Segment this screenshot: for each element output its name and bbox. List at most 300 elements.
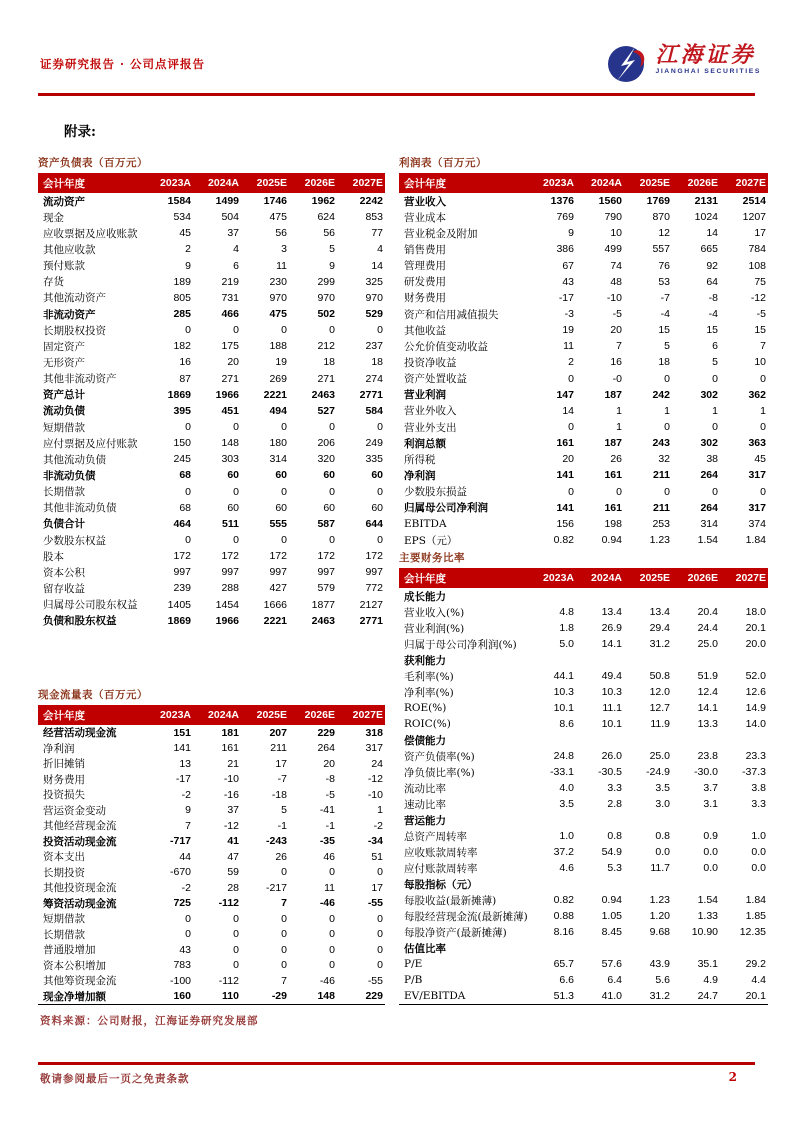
cell-value: 997 [269, 566, 287, 579]
cell-value: 0.0 [655, 846, 670, 858]
table-row [399, 516, 768, 532]
cell-value: 725 [173, 897, 191, 910]
table-row [38, 322, 385, 338]
cell-value: 0 [329, 959, 335, 972]
cell-value: 211 [653, 501, 670, 514]
cell-value: -2 [181, 881, 191, 894]
cell-value: -100 [169, 974, 191, 987]
cell-value: 1869 [167, 388, 191, 401]
table-row [399, 828, 768, 844]
cell-value: -8 [708, 291, 718, 304]
column-header-year: 2024A [208, 177, 239, 189]
table-body [399, 588, 768, 1005]
cell-value: 0 [329, 866, 335, 879]
cell-value: 0.0 [751, 862, 766, 874]
table-row [399, 652, 768, 668]
cell-value: -1 [325, 819, 335, 832]
cell-value: 3.1 [703, 798, 718, 810]
cell-value: 10.1 [553, 702, 574, 714]
cell-value: 7 [281, 974, 287, 987]
cell-value: -16 [223, 788, 239, 801]
column-header-label: 会计年度 [43, 709, 85, 722]
cell-value: 0 [377, 943, 383, 956]
table-row [38, 787, 385, 803]
row-label: 营运能力 [404, 814, 446, 827]
table-row [38, 803, 385, 819]
cell-value: 14.0 [745, 718, 766, 730]
cell-value: 60 [371, 469, 383, 482]
cell-value: 182 [173, 340, 191, 353]
cell-value: 970 [269, 291, 287, 304]
cell-value: 6 [233, 259, 239, 272]
row-label: 营业税金及附加 [404, 227, 478, 240]
cell-value: 20 [562, 453, 574, 466]
table-row [399, 716, 768, 732]
cell-value: 60 [323, 469, 335, 482]
cell-value: 92 [706, 259, 718, 272]
table-row [399, 668, 768, 684]
cell-value: 0 [281, 866, 287, 879]
cell-value: -10 [606, 291, 622, 304]
cell-value: 1869 [167, 614, 191, 627]
cell-value: 2221 [263, 614, 287, 627]
cell-value: 15 [706, 324, 718, 337]
row-label: 每股收益(最新摊薄) [404, 894, 497, 907]
table-row [38, 403, 385, 419]
cell-value: 77 [371, 227, 383, 240]
cell-value: 87 [179, 372, 191, 385]
row-label: 流动负债 [43, 405, 85, 418]
cell-value: 0 [233, 485, 239, 498]
row-label: 应付票据及应付账款 [43, 437, 138, 450]
cell-value: 10 [610, 227, 622, 240]
cell-value: 502 [317, 308, 335, 321]
cell-value: 229 [317, 726, 335, 739]
row-label: 估值比率 [404, 942, 446, 955]
cell-value: 147 [556, 388, 574, 401]
cell-value: 45 [179, 227, 191, 240]
table-row [38, 451, 385, 467]
row-label: 长期借款 [43, 928, 85, 941]
cell-value: 46 [323, 850, 335, 863]
table-row [38, 896, 385, 912]
cell-value: 4.8 [559, 606, 574, 618]
table-row [399, 796, 768, 812]
cell-value: -33.1 [550, 766, 574, 778]
cell-value: 5 [281, 804, 287, 817]
cell-value: 772 [365, 582, 383, 595]
cell-value: 1.84 [745, 894, 766, 906]
cell-value: 997 [365, 566, 383, 579]
cell-value: -10 [223, 773, 239, 786]
cell-value: 35.1 [697, 958, 718, 970]
cell-value: -1 [277, 819, 287, 832]
column-header-year: 2026E [687, 177, 718, 189]
cell-value: 13.4 [601, 606, 622, 618]
cell-value: 12.6 [745, 686, 766, 698]
cell-value: 74 [610, 259, 622, 272]
cell-value: 1.23 [649, 534, 670, 547]
cell-value: 160 [173, 990, 191, 1003]
cell-value: 0 [712, 485, 718, 498]
column-header-year: 2025E [639, 572, 670, 584]
table-row [399, 604, 768, 620]
table-row [399, 988, 768, 1004]
row-label: 其他收益 [404, 324, 446, 337]
cell-value: 10.3 [601, 686, 622, 698]
cell-value: 0 [281, 912, 287, 925]
cell-value: 4.4 [751, 974, 766, 986]
cell-value: -35 [319, 835, 335, 848]
cell-value: 997 [317, 566, 335, 579]
cell-value: 187 [604, 437, 622, 450]
cell-value: 557 [652, 243, 670, 256]
cell-value: 1.33 [697, 910, 718, 922]
cell-value: 475 [269, 211, 287, 224]
cell-value: 6.4 [607, 974, 622, 986]
table-header [399, 173, 768, 193]
row-label: 无形资产 [43, 356, 85, 369]
cell-value: 14.1 [697, 702, 718, 714]
cell-value: -12 [223, 819, 239, 832]
cell-value: 644 [365, 517, 383, 530]
cell-value: 14 [562, 404, 574, 417]
cell-value: 0 [185, 928, 191, 941]
cell-value: 17 [754, 227, 766, 240]
cell-value: 23.8 [697, 750, 718, 762]
cell-value: 25.0 [649, 750, 670, 762]
table-row [399, 876, 768, 892]
row-label: 净利润 [43, 742, 75, 755]
cell-value: 494 [269, 404, 287, 417]
cell-value: 0 [329, 912, 335, 925]
cell-value: 0 [281, 534, 287, 547]
cell-value: 18 [371, 356, 383, 369]
row-label: 应付账款周转率 [404, 862, 478, 875]
cell-value: 11 [563, 340, 574, 353]
cell-value: 2 [568, 356, 574, 369]
cell-value: 60 [227, 501, 239, 514]
cell-value: 1966 [215, 388, 239, 401]
cell-value: 15 [754, 324, 766, 337]
cell-value: 317 [365, 742, 383, 755]
cell-value: 31.2 [649, 990, 670, 1002]
table-row [399, 684, 768, 700]
table-row [38, 548, 385, 564]
cell-value: 1 [377, 804, 383, 817]
cell-value: 12.0 [649, 686, 670, 698]
cell-value: 320 [317, 453, 335, 466]
table-row [399, 338, 768, 354]
cell-value: 0.88 [553, 910, 574, 922]
table-row [38, 818, 385, 834]
cell-value: 172 [173, 550, 191, 563]
cell-value: 148 [221, 437, 239, 450]
cell-value: 188 [269, 340, 287, 353]
cell-value: 853 [365, 211, 383, 224]
cell-value: 0 [281, 928, 287, 941]
row-label: 其他应收款 [43, 243, 96, 256]
cell-value: 555 [269, 517, 287, 530]
cell-value: 24.7 [697, 990, 718, 1002]
row-label: 其他非流动资产 [43, 373, 117, 386]
row-label: 财务费用 [43, 773, 85, 786]
cell-value: 1966 [215, 614, 239, 627]
column-header-year: 2025E [256, 177, 287, 189]
cell-value: 271 [221, 372, 239, 385]
cell-value: 0 [377, 866, 383, 879]
table-row [399, 940, 768, 956]
cell-value: 1 [760, 404, 766, 417]
row-label: 股本 [43, 550, 64, 563]
cell-value: -5 [325, 788, 335, 801]
row-label: 净利率(%) [404, 686, 454, 699]
row-label: 固定资产 [43, 340, 85, 353]
cell-value: 665 [700, 243, 718, 256]
cell-value: 997 [221, 566, 239, 579]
column-header-year: 2023A [160, 177, 191, 189]
row-label: 经营活动现金流 [43, 727, 117, 740]
cell-value: 12.7 [649, 702, 670, 714]
table-row [38, 911, 385, 927]
cell-value: -717 [169, 835, 191, 848]
column-header-year: 2027E [352, 709, 383, 721]
cell-value: 451 [221, 404, 239, 417]
cell-value: 314 [269, 453, 287, 466]
column-header-year: 2027E [735, 177, 766, 189]
cell-value: 68 [179, 469, 191, 482]
table-row [399, 387, 768, 403]
cell-value: 4.0 [559, 782, 574, 794]
cell-value: -55 [367, 974, 383, 987]
cell-value: 0 [377, 534, 383, 547]
cell-value: 499 [604, 243, 622, 256]
cell-value: 0.82 [553, 894, 574, 906]
logo-mark-icon [605, 40, 651, 91]
cell-value: 15 [658, 324, 670, 337]
cell-value: 172 [365, 550, 383, 563]
cell-value: 64 [706, 275, 718, 288]
cell-value: 60 [275, 501, 287, 514]
cell-value: 3.8 [751, 782, 766, 794]
cell-value: 156 [556, 517, 574, 530]
table-header [38, 173, 385, 193]
row-label: 资本公积增加 [43, 959, 106, 972]
cell-value: 3.5 [559, 798, 574, 810]
cell-value: 8.45 [601, 926, 622, 938]
cell-value: 249 [365, 437, 383, 450]
cell-value: 14 [706, 227, 718, 240]
cell-value: 9 [185, 804, 191, 817]
cell-value: 5.0 [559, 638, 574, 650]
row-label: 其他投资现金流 [43, 882, 117, 895]
cell-value: 26 [275, 850, 287, 863]
row-label: 普通股增加 [43, 944, 96, 957]
cell-value: 2.8 [607, 798, 622, 810]
cell-value: 10.90 [691, 926, 718, 938]
row-label: 速动比率 [404, 798, 446, 811]
cell-value: 29.4 [649, 622, 670, 634]
cell-value: -4 [660, 308, 670, 321]
cell-value: 211 [653, 469, 670, 482]
cell-value: 8.6 [559, 718, 574, 730]
cell-value: 1746 [263, 195, 287, 208]
table-row [38, 741, 385, 757]
table-row [399, 500, 768, 516]
cell-value: 0.8 [655, 830, 670, 842]
cell-value: 51.3 [553, 990, 574, 1002]
cell-value: 0.0 [703, 862, 718, 874]
row-label: 营业收入 [404, 195, 446, 208]
cell-value: 60 [275, 469, 287, 482]
cell-value: 1024 [694, 211, 718, 224]
cell-value: 0 [377, 485, 383, 498]
row-label: 流动比率 [404, 782, 446, 795]
cell-value: 1 [664, 404, 670, 417]
row-label: 长期借款 [43, 486, 85, 499]
cell-value: 790 [604, 211, 622, 224]
row-label: 资产负债率(%) [404, 750, 475, 763]
cell-value: 53 [658, 275, 670, 288]
cell-value: 49.4 [601, 670, 622, 682]
cell-value: 44.1 [553, 670, 574, 682]
row-label: 应收票据及应收账款 [43, 227, 138, 240]
cell-value: 43 [562, 275, 574, 288]
cell-value: 0 [377, 912, 383, 925]
cell-value: 2771 [359, 388, 383, 401]
table-row [38, 942, 385, 958]
column-header-year: 2023A [543, 572, 574, 584]
cell-value: 26.0 [601, 750, 622, 762]
cell-value: -112 [218, 974, 239, 987]
cell-value: 28 [227, 881, 239, 894]
row-label: EBITDA [404, 517, 447, 530]
cell-value: 12.4 [697, 686, 718, 698]
cell-value: 141 [556, 501, 574, 514]
table-title: 现金流量表（百万元） [38, 689, 148, 701]
row-label: 资产和信用减值损失 [404, 308, 499, 321]
cell-value: 0 [760, 485, 766, 498]
cell-value: 14.9 [745, 702, 766, 714]
cell-value: 20 [610, 324, 622, 337]
table-row [399, 764, 768, 780]
cell-value: 4 [377, 243, 383, 256]
column-header-year: 2024A [591, 177, 622, 189]
cell-value: 237 [365, 340, 383, 353]
table-row [399, 403, 768, 419]
cell-value: 229 [365, 990, 383, 1003]
cell-value: 37 [227, 804, 239, 817]
table-row [399, 892, 768, 908]
row-label: 长期投资 [43, 866, 85, 879]
cell-value: 253 [652, 517, 670, 530]
cell-value: 1499 [215, 195, 239, 208]
cell-value: 2771 [359, 614, 383, 627]
row-label: 现金 [43, 211, 64, 224]
cell-value: 2463 [311, 388, 335, 401]
cell-value: 3.0 [655, 798, 670, 810]
cell-value: 805 [173, 291, 191, 304]
cell-value: 0 [233, 324, 239, 337]
table-body [38, 193, 385, 629]
cell-value: 0 [281, 959, 287, 972]
cell-value: 51 [371, 850, 383, 863]
row-label: 负债合计 [43, 518, 85, 531]
cell-value: 38 [706, 453, 718, 466]
cell-value: 148 [317, 990, 335, 1003]
cell-value: 172 [221, 550, 239, 563]
cell-value: 1877 [311, 598, 335, 611]
cell-value: 31.2 [649, 638, 670, 650]
cell-value: 0 [329, 943, 335, 956]
table-row [399, 748, 768, 764]
cell-value: 11 [324, 881, 335, 894]
cell-value: -0 [612, 372, 622, 385]
cell-value: 527 [317, 404, 335, 417]
table-row [399, 956, 768, 972]
row-label: EPS（元） [404, 534, 458, 547]
cell-value: 19 [562, 324, 574, 337]
cell-value: 587 [317, 517, 335, 530]
cell-value: -4 [708, 308, 718, 321]
cell-value: 43.9 [649, 958, 670, 970]
cell-value: 1376 [550, 195, 574, 208]
row-label: 管理费用 [404, 260, 446, 273]
cell-value: 17 [371, 881, 383, 894]
cell-value: 970 [317, 291, 335, 304]
row-label: 公允价值变动收益 [404, 340, 488, 353]
cell-value: 1.05 [601, 910, 622, 922]
cell-value: 1560 [598, 195, 622, 208]
cell-value: 5.6 [655, 974, 670, 986]
table-row [399, 908, 768, 924]
cell-value: 534 [173, 211, 191, 224]
cell-value: 206 [317, 437, 335, 450]
row-label: 财务费用 [404, 292, 446, 305]
cell-value: 0.9 [703, 830, 718, 842]
table-row [38, 958, 385, 974]
cell-value: 0 [712, 421, 718, 434]
cell-value: 0 [329, 485, 335, 498]
column-header-label: 会计年度 [404, 572, 446, 585]
cell-value: 10 [754, 356, 766, 369]
table-row [399, 844, 768, 860]
cell-value: 161 [221, 742, 239, 755]
cell-value: 11.1 [602, 702, 622, 714]
row-label: 少数股东损益 [404, 486, 467, 499]
cell-value: 0 [377, 324, 383, 337]
cell-value: 24.4 [697, 622, 718, 634]
cell-value: 11 [276, 259, 287, 272]
row-label: 投资活动现金流 [43, 835, 117, 848]
cell-value: 56 [323, 227, 335, 240]
cell-value: 7 [760, 340, 766, 353]
column-header-year: 2024A [208, 709, 239, 721]
row-label: 非流动资产 [43, 308, 96, 321]
cell-value: 2463 [311, 614, 335, 627]
cell-value: 303 [221, 453, 239, 466]
table-row [399, 860, 768, 876]
row-label: EV/EBITDA [404, 990, 466, 1002]
cell-value: -18 [271, 788, 287, 801]
table-row [38, 435, 385, 451]
row-label: 每股指标（元） [404, 878, 478, 891]
cell-value: 198 [604, 517, 622, 530]
table-row [38, 564, 385, 580]
cell-value: 5.3 [607, 862, 622, 874]
cell-value: 0 [233, 912, 239, 925]
row-label: 其他筹资现金流 [43, 975, 117, 988]
